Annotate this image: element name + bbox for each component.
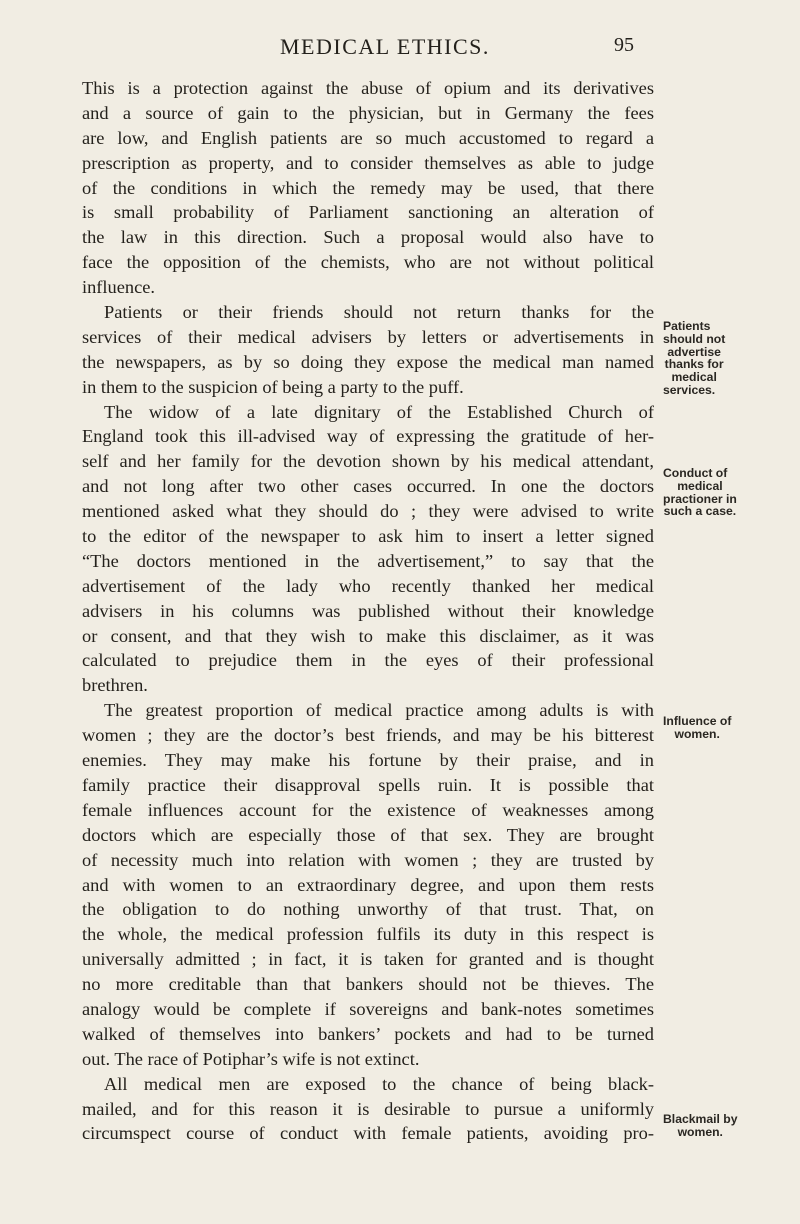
margin-note-line: Patients: [663, 319, 711, 333]
body-line: is small probability of Parliament sanctioning an alteration of: [82, 202, 654, 223]
running-title: MEDICAL ETHICS.: [280, 34, 490, 59]
margin-note-conduct-of-medical-practioner: [663, 467, 737, 518]
body-line: female influences account for the existence of weaknesses among: [82, 799, 654, 820]
margin-note-influence-of-women: [663, 715, 731, 741]
body-line: to the editor of the newspaper to ask him to insert a letter signed: [82, 526, 654, 547]
body-text: [82, 76, 654, 1146]
running-header: [250, 20, 650, 59]
body-line: circumspect course of conduct with female patients, avoiding pro-: [82, 1123, 654, 1144]
margin-note-line: medical: [677, 478, 723, 493]
body-line: advisers in his columns was published without their knowledge: [82, 600, 654, 621]
body-line: universally admitted ; in fact, it is taken for granted and is thought: [82, 949, 654, 970]
body-line: calculated to prejudice them in the eyes of their professional: [82, 650, 654, 671]
body-line: women ; they are the doctor’s best friends, and may be his bitterest: [82, 725, 654, 746]
page-number: 95: [614, 34, 634, 56]
body-line: are low, and English patients are so much accustomed to regard a: [82, 127, 654, 148]
margin-note-line: such a case.: [663, 504, 737, 519]
body-line: mentioned asked what they should do ; they were advised to write: [82, 501, 654, 522]
body-line: out. The race of Potiphar’s wife is not extinct.: [82, 1048, 420, 1069]
body-line: enemies. They may make his fortune by their praise, and in: [82, 750, 654, 771]
margin-note-line: medical: [671, 370, 717, 385]
margin-note-line: services.: [663, 382, 716, 397]
body-line: self and her family for the devotion shown by his medical attendant,: [82, 451, 654, 472]
body-line: in them to the suspicion of being a party to the puff.: [82, 376, 464, 397]
body-line: of necessity much into relation with women ; they are trusted by: [82, 849, 654, 870]
body-line: advertisement of the lady who recently thanked her medical: [82, 575, 654, 596]
body-line: prescription as property, and to consider themselves as able to judge: [82, 152, 654, 173]
margin-note-line: practioner in: [663, 491, 737, 506]
body-line: mailed, and for this reason it is desirable to pursue a uniformly: [82, 1098, 654, 1119]
margin-note-line: women.: [677, 1124, 723, 1139]
margin-note-line: women.: [674, 726, 720, 741]
margin-note-line: advertise: [667, 344, 721, 359]
margin-note-line: Influence of: [663, 714, 732, 728]
body-line: and with women to an extraordinary degree, and upon them rests: [82, 874, 654, 895]
body-line: England took this ill-advised way of expressing the gratitude of her-: [82, 426, 654, 447]
body-line: This is a protection against the abuse of opium and its derivatives: [82, 78, 654, 98]
margin-note-line: Blackmail by: [663, 1112, 738, 1126]
body-line: family practice their disapproval spells ruin. It is possible that: [82, 774, 654, 795]
body-line: the newspapers, as by so doing they expose the medical man named: [82, 351, 654, 372]
body-line: All medical men are exposed to the chance of being black-: [104, 1073, 654, 1094]
body-line: and a source of gain to the physician, but in Germany the fees: [82, 102, 654, 123]
body-line: brethren.: [82, 675, 148, 696]
margin-note-patients-should-not-advertise: [663, 320, 725, 397]
body-line: The greatest proportion of medical practice among adults is with: [104, 700, 654, 721]
body-line: “The doctors mentioned in the advertisement,” to say that the: [82, 550, 654, 571]
body-line: of the conditions in which the remedy may be used, that there: [82, 177, 654, 198]
body-line: The widow of a late dignitary of the Established Church of: [104, 401, 654, 422]
body-line: the law in this direction. Such a proposal would also have to: [82, 227, 654, 248]
body-line: walked of themselves into bankers’ pockets and had to be turned: [82, 1023, 654, 1044]
body-line: and not long after two other cases occurred. In one the doctors: [82, 476, 654, 497]
margin-note-line: Conduct of: [663, 466, 728, 480]
body-line: analogy would be complete if sovereigns and bank-notes sometimes: [82, 998, 654, 1019]
body-line: doctors which are especially those of that sex. They are brought: [82, 824, 654, 845]
body-line: or consent, and that they wish to make this disclaimer, as it was: [82, 625, 654, 646]
body-line: the whole, the medical profession fulfils its duty in this respect is: [82, 924, 654, 945]
margin-note-blackmail-by-women: [663, 1113, 738, 1139]
margin-note-line: should not: [663, 331, 726, 346]
margin-note-line: thanks for: [664, 357, 724, 372]
body-line: services of their medical advisers by letters or advertisements in: [82, 326, 654, 347]
body-line: the obligation to do nothing unworthy of that trust. That, on: [82, 899, 654, 920]
body-line: face the opposition of the chemists, who are not without political: [82, 252, 654, 273]
body-line: Patients or their friends should not return thanks for the: [104, 302, 654, 323]
body-line: influence.: [82, 277, 156, 298]
body-line: no more creditable than that bankers should not be thieves. The: [82, 974, 654, 995]
